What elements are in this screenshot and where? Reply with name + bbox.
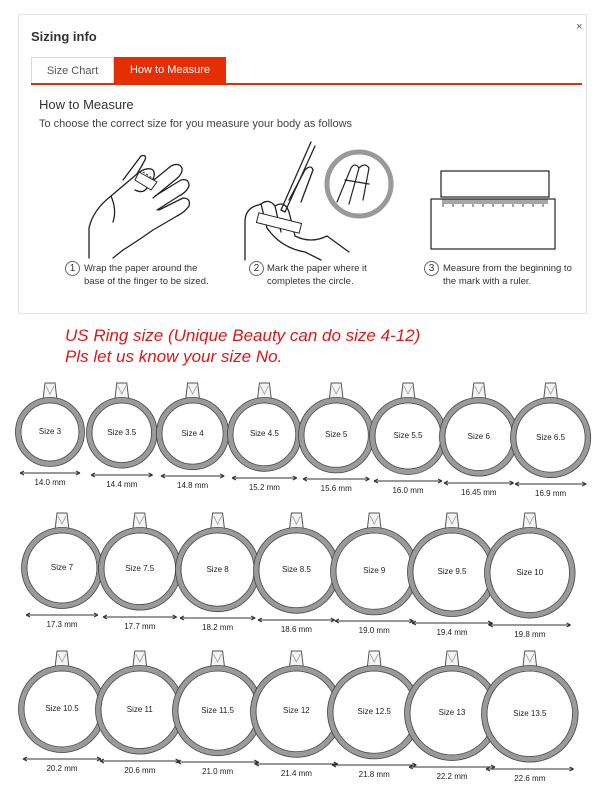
ring-diameter-label: 21.4 mm	[280, 768, 312, 778]
ring-diameter-label: 19.4 mm	[436, 628, 468, 637]
ring-size-item	[228, 380, 301, 501]
ring-size-label: Size 4.5	[249, 429, 279, 439]
diameter-arrow-icon	[254, 617, 339, 623]
ring-size-label: Size 4	[181, 428, 204, 438]
ring-size-item	[440, 380, 518, 506]
step-2-line-2: completes the circle.	[267, 276, 354, 287]
ring-size-item	[87, 380, 157, 498]
dialog-title: Sizing info	[31, 29, 97, 44]
ring-icon	[19, 648, 105, 752]
step-3-number: 3	[424, 261, 439, 276]
ring-diameter-label: 17.7 mm	[124, 621, 156, 631]
step-2-line-1: Mark the paper where it	[267, 263, 367, 274]
ring-size-label: Size 8	[206, 564, 229, 574]
step-3-text	[443, 262, 572, 288]
ring-size-item	[331, 510, 417, 644]
ring-diameter-label: 22.6 mm	[514, 773, 546, 783]
step-1-number: 1	[65, 261, 80, 276]
ring-diameter-label: 16.0 mm	[392, 486, 424, 495]
ring-size-label: Size 11.5	[201, 705, 234, 715]
tab-size-chart[interactable]: Size Chart	[31, 57, 114, 83]
ring-icon	[157, 380, 228, 469]
ring-size-label: Size 3.5	[107, 427, 137, 437]
ring-size-item	[370, 380, 446, 504]
step-3-line-2: the mark with a ruler.	[443, 276, 532, 287]
ring-icon	[440, 380, 518, 476]
ring-size-item	[157, 380, 228, 499]
ring-diameter-label: 21.0 mm	[202, 767, 234, 777]
ring-size-item	[22, 510, 102, 638]
ruler-icon	[427, 165, 559, 253]
diameter-arrow-icon	[485, 622, 575, 628]
ring-icon	[87, 380, 157, 468]
diameter-arrow-icon	[331, 618, 417, 624]
sizing-info-dialog	[18, 14, 587, 314]
ring-size-label: Size 5	[325, 430, 348, 440]
ring-icon	[22, 510, 102, 608]
ring-size-item	[173, 648, 262, 785]
diameter-arrow-icon	[176, 615, 259, 621]
ring-icon	[96, 648, 184, 754]
ring-size-item	[16, 380, 84, 496]
step-1-text	[84, 262, 209, 288]
ring-icon	[370, 380, 446, 474]
ring-size-item	[408, 510, 496, 646]
ring-diameter-label: 14.8 mm	[177, 481, 209, 491]
step-3-line-1: Measure from the beginning to	[443, 263, 572, 274]
ring-size-item	[254, 510, 339, 643]
ring-size-label: Size 11	[126, 704, 153, 714]
ring-diameter-label: 19.0 mm	[358, 626, 390, 636]
ring-size-label: Size 9	[363, 566, 386, 576]
ring-size-label: Size 3	[38, 427, 62, 436]
step-1-line-2: base of the finger to be sized.	[84, 276, 209, 287]
ring-diameter-label: 14.0 mm	[34, 478, 66, 487]
ring-size-label: Size 13.5	[513, 708, 547, 718]
ring-size-label: Size 10	[516, 567, 544, 577]
ring-diameter-label: 21.8 mm	[358, 770, 390, 780]
ring-size-heading-line-2: Pls let us know your size No.	[65, 347, 283, 366]
ring-size-item	[482, 648, 578, 792]
measure-subheading: To choose the correct size for you measure your body as follows	[39, 118, 353, 130]
ring-icon	[482, 648, 578, 762]
diameter-arrow-icon	[22, 612, 102, 618]
diameter-arrow-icon	[16, 470, 84, 476]
ring-diameter-label: 19.8 mm	[514, 629, 546, 639]
ring-diameter-label: 16.45 mm	[461, 487, 497, 497]
ring-size-item	[511, 380, 590, 507]
ring-size-item	[299, 380, 373, 502]
step-1-line-1: Wrap the paper around the	[84, 263, 198, 274]
diameter-arrow-icon	[299, 476, 373, 482]
diameter-arrow-icon	[482, 766, 578, 772]
ring-icon	[511, 380, 590, 477]
ring-diameter-label: 15.2 mm	[248, 482, 280, 492]
ring-icon	[331, 510, 417, 614]
diameter-arrow-icon	[96, 758, 184, 764]
ring-diameter-label: 18.6 mm	[280, 624, 312, 634]
diameter-arrow-icon	[99, 614, 181, 620]
ring-size-item	[485, 510, 575, 648]
ring-diameter-label: 16.9 mm	[535, 489, 567, 499]
ring-size-label: Size 6	[467, 431, 490, 441]
ring-icon	[228, 380, 301, 471]
ring-icon	[299, 380, 373, 472]
ring-size-label: Size 13	[438, 708, 466, 717]
ring-size-label: Size 12.5	[357, 707, 391, 717]
ring-diameter-label: 18.2 mm	[202, 623, 234, 633]
tab-bar	[31, 57, 582, 83]
ring-diameter-label: 14.4 mm	[106, 479, 138, 489]
diameter-arrow-icon	[228, 475, 301, 481]
ring-diameter-label: 20.2 mm	[46, 764, 78, 773]
diameter-arrow-icon	[19, 756, 105, 762]
step-2-text	[267, 262, 367, 288]
ring-icon	[254, 510, 339, 613]
ring-size-heading-line-1: US Ring size (Unique Beauty can do size 4-12)	[65, 326, 421, 345]
diameter-arrow-icon	[157, 473, 228, 479]
ring-size-label: Size 12	[283, 706, 310, 716]
ring-size-label: Size 6.5	[536, 432, 566, 442]
ring-size-item	[176, 510, 259, 641]
ring-size-label: Size 7	[50, 563, 74, 572]
diameter-arrow-icon	[511, 481, 590, 487]
tab-underline	[31, 83, 582, 85]
ring-diameter-label: 20.6 mm	[124, 765, 156, 775]
ring-size-label: Size 8.5	[281, 565, 311, 575]
diameter-arrow-icon	[87, 472, 157, 478]
ring-size-label: Size 9.5	[437, 567, 467, 576]
ring-size-label: Size 10.5	[45, 704, 79, 713]
close-icon[interactable]: ×	[576, 21, 583, 33]
ring-diameter-label: 22.2 mm	[436, 772, 468, 781]
ring-diameter-label: 15.6 mm	[320, 484, 352, 494]
diameter-arrow-icon	[173, 759, 262, 765]
hand-mark-pen-icon	[241, 140, 396, 262]
hand-wrap-paper-icon	[83, 150, 198, 262]
ring-diameter-label: 17.3 mm	[46, 620, 78, 629]
diameter-arrow-icon	[408, 620, 496, 626]
ring-icon	[176, 510, 259, 611]
tab-how-to-measure[interactable]: How to Measure	[114, 57, 226, 83]
ring-icon	[16, 380, 84, 466]
ring-icon	[485, 510, 575, 618]
measure-heading: How to Measure	[39, 97, 134, 112]
ring-size-label: Size 5.5	[393, 431, 423, 440]
ring-icon	[173, 648, 262, 755]
ring-size-item	[96, 648, 184, 784]
step-2-number: 2	[249, 261, 264, 276]
ring-size-label: Size 7.5	[125, 563, 155, 573]
ring-size-item	[99, 510, 181, 640]
ring-size-item	[19, 648, 105, 782]
ring-icon	[408, 510, 496, 616]
ring-icon	[99, 510, 181, 610]
diameter-arrow-icon	[440, 480, 518, 486]
diameter-arrow-icon	[370, 478, 446, 484]
